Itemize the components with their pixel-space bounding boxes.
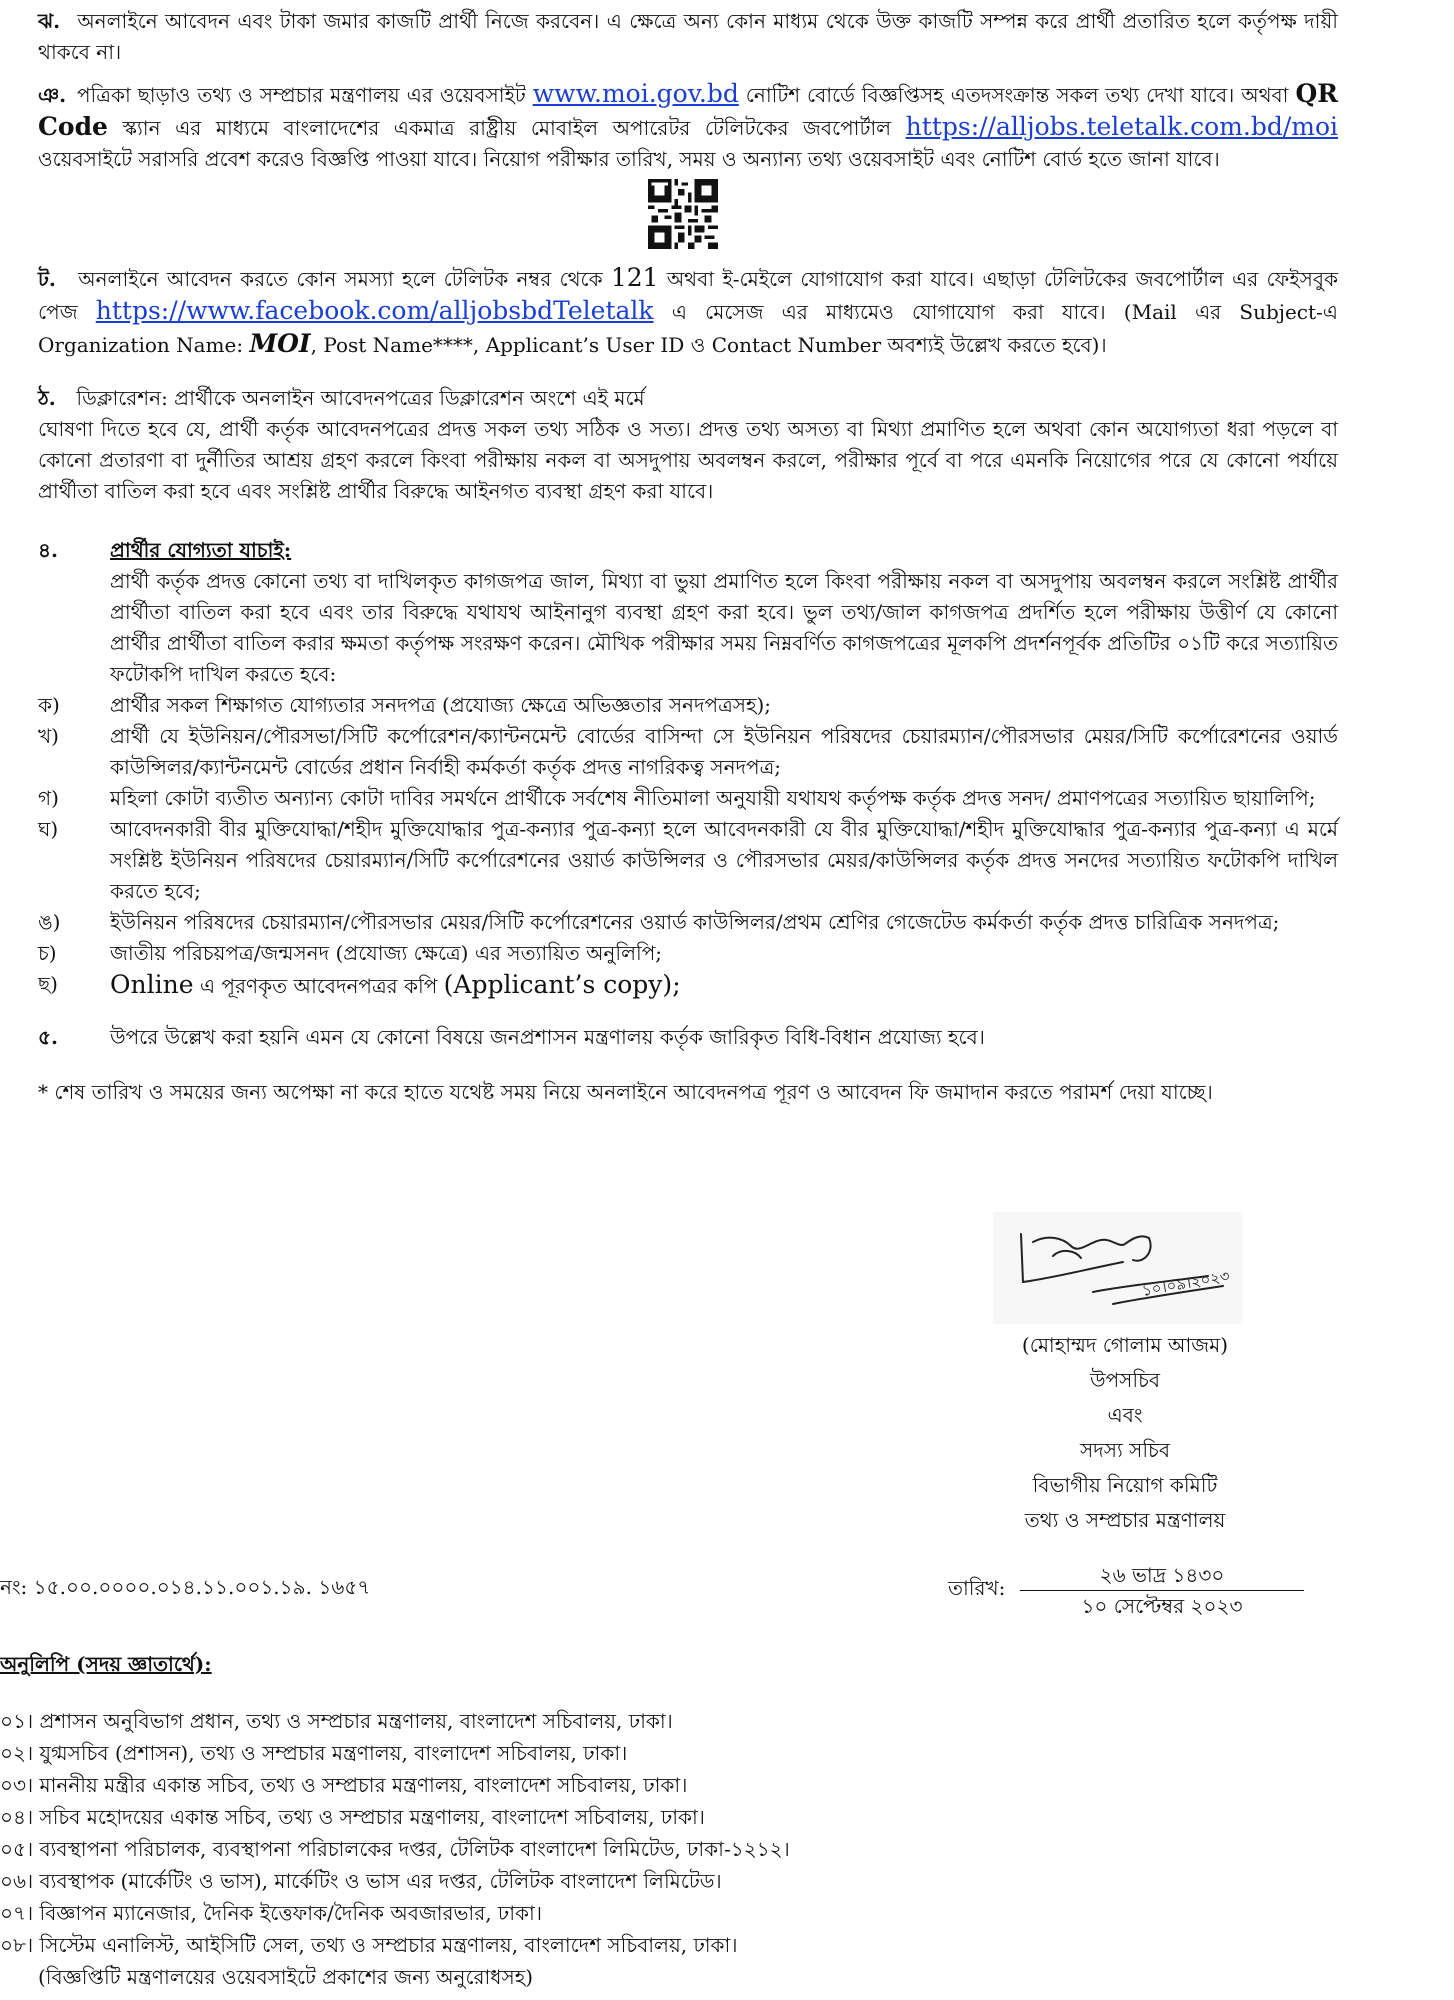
clause-tha [38, 383, 1338, 507]
signatory-ministry: তথ্য ও সম্প্রচার মন্ত্রণালয় [1024, 1508, 1226, 1532]
document-list [38, 690, 1338, 1002]
copy-recipients-heading: অনুলিপি (সদয় জ্ঞাতার্থে): [0, 1652, 212, 1676]
signatory-and: এবং [1107, 1403, 1143, 1427]
list-marker: ক) [38, 693, 60, 717]
clause-label: ঞ. [38, 83, 67, 107]
clause-label: ঝ. [38, 9, 61, 33]
list-item: ০৬। ব্যবস্থাপক (মার্কেটিং ও ভাস), মার্কেটিং ও ভাস এর দপ্তর, টেলিটক বাংলাদেশ লিমিটেড। [0, 1869, 722, 1893]
list-item [38, 721, 1338, 783]
list-text: আবেদনকারী বীর মুক্তিযোদ্ধা/শহীদ মুক্তিযোদ্ধার পুত্র-কন্যার পুত্র-কন্যা হলে আবেদনকারী যে বীর মুক্তিযোদ্ধা/শহীদ মুক্তিযোদ্ধার পুত্র-কন্যার পুত্র-কন্যা এ মর্মে সংশ্লিষ্ট ইউনিয়ন পরিষদের চেয়ারম্যান/সিটি কর্পোরেশনের ওয়ার্ড কাউন্সিলর ও পৌরসভার মেয়র/কাউন্সিলর কর্তৃক প্রদত্ত সনদের সত্যায়িত ফটোকপি দাখিল করতে হবে; [110, 817, 1338, 903]
list-marker: ঙ) [38, 910, 61, 934]
clause-text: ডিক্লারেশন: প্রার্থীকে অনলাইন আবেদনপত্রের ডিক্লারেশন অংশে এই মর্মে [76, 386, 645, 410]
signature-image [993, 1212, 1243, 1324]
clause-nya [38, 78, 1338, 175]
list-text: এ পূরণকৃত আবেদনপত্রর কপি [199, 974, 438, 998]
helpline-number: 121 [610, 263, 659, 292]
list-item [38, 814, 1338, 907]
list-text: ইউনিয়ন পরিষদের চেয়ারম্যান/পৌরসভার মেয়র/সিটি কর্পোরেশনের ওয়ার্ড কাউন্সিলর/প্রথম শ্রেণির গেজেটেড কর্মকর্তা কর্তৃক প্রদত্ত চারিত্রিক সনদপত্র; [110, 910, 1280, 934]
list-item: ০২। যুগ্মসচিব (প্রশাসন), তথ্য ও সম্প্রচার মন্ত্রণালয়, বাংলাদেশ সচিবালয়, ঢাকা। [0, 1741, 628, 1765]
facebook-page-link[interactable]: https://www.facebook.com/alljobsbdTeletalk [95, 296, 654, 325]
clause-text: অনলাইনে আবেদন করতে কোন সমস্যা হলে টেলিটক নম্বর থেকে [78, 267, 603, 291]
list-text: মহিলা কোটা ব্যতীত অন্যান্য কোটা দাবির সমর্থনে প্রার্থীকে সর্বশেষ নীতিমালা অনুযায়ী যথাযথ কর্তৃপক্ষ কর্তৃক প্রদত্ত সনদ/ প্রমাণপত্রের সত্যায়িত ছায়ালিপি; [110, 786, 1316, 810]
clause-text: ওয়েবসাইটে সরাসরি প্রবেশ করেও বিজ্ঞপ্তি পাওয়া যাবে। নিয়োগ পরীক্ষার তারিখ, সময় ও অন্যান্য তথ্য ওয়েবসাইট এবং নোটিশ বোর্ড হতে জানা যাবে। [38, 147, 1220, 171]
clause-text: অথবা ই-মেইলে যোগাযোগ করা যাবে। এছাড়া টেলিটকের জবপোর্টাল এর ফেইসবুক পেজ [38, 267, 1339, 324]
list-text: জাতীয় পরিচয়পত্র/জন্মসনদ (প্রযোজ্য ক্ষেত্রে) এর সত্যায়িত অনুলিপি; [110, 941, 663, 965]
list-marker: গ) [38, 786, 59, 810]
section-heading: প্রার্থীর যোগ্যতা যাচাই: [110, 538, 292, 562]
list-text: প্রার্থীর সকল শিক্ষাগত যোগ্যতার সনদপত্র (প্রযোজ্য ক্ষেত্রে অভিজ্ঞতার সনদপত্রসহ); [110, 693, 772, 717]
list-item [38, 969, 1338, 1002]
list-item [38, 938, 1338, 969]
clause-text: স্ক্যান এর মাধ্যমে বাংলাদেশের একমাত্র রাষ্ট্রীয় মোবাইল অপারেটর টেলিটকের জবপোর্টাল [122, 116, 892, 140]
signatory-role: সদস্য সচিব [1080, 1438, 1170, 1462]
clause-label: ট. [38, 267, 56, 291]
section-5 [38, 1022, 1338, 1053]
memo-number: নং: ১৫.০০.০০০০.০১৪.১১.০০১.১৯. ১৬৫৭ [0, 1575, 371, 1599]
clause-jha [38, 6, 1338, 68]
list-text: (Applicant’s copy); [443, 970, 681, 999]
clause-text: ঘোষণা দিতে হবে যে, প্রার্থী কর্তৃক আবেদনপত্রের প্রদত্ত সকল তথ্য সঠিক ও সত্য। প্রদত্ত তথ্য অসত্য বা মিথ্যা প্রমাণিত হলে অথবা কোন অযোগ্যতা ধরা পড়লে বা কোনো প্রতারণা বা দুর্নীতির আশ্রয় গ্রহণ করলে কিংবা পরীক্ষায় নকল বা অসদুপায় অবলম্বন করলে, পরীক্ষার পূর্বে বা পরে এমনকি নিয়োগের পরে যে কোনো পর্যায়ে প্রার্থীতা বাতিল করা হবে এবং সংশ্লিষ্ট প্রার্থীর বিরুদ্ধে আইনগত ব্যবস্থা গ্রহণ করা যাবে। [38, 417, 1338, 503]
clause-ta [38, 262, 1338, 361]
clause-label: ঠ. [38, 386, 56, 410]
organization-name: MOI [249, 329, 311, 358]
list-item: ০৫। ব্যবস্থাপনা পরিচালক, ব্যবস্থাপনা পরিচালকের দপ্তর, টেলিটক বাংলাদেশ লিমিটেড, ঢাকা-১২১২। [0, 1837, 790, 1861]
list-item: ০৭। বিজ্ঞাপন ম্যানেজার, দৈনিক ইত্তেফাক/দৈনিক অবজারভার, ঢাকা। [0, 1901, 542, 1925]
list-item: ০৪। সচিব মহোদয়ের একান্ত সচিব, তথ্য ও সম্প্রচার মন্ত্রণালয়, বাংলাদেশ সচিবালয়, ঢাকা। [0, 1805, 705, 1829]
copy-recipients-list [0, 1705, 790, 1993]
qr-code-label: QR Code [38, 79, 1339, 141]
signatory-name: (মোহাম্মদ গোলাম আজম) [1021, 1333, 1229, 1357]
list-item: ০৮। সিস্টেম এনালিস্ট, আইসিটি সেল, তথ্য ও সম্প্রচার মন্ত্রণালয়, বাংলাদেশ সচিবালয়, ঢাকা। [0, 1933, 738, 1957]
list-marker: খ) [38, 724, 59, 748]
section-number: ৫. [38, 1025, 58, 1049]
list-item-note: (বিজ্ঞপ্তিটি মন্ত্রণালয়ের ওয়েবসাইটে প্রকাশের জন্য অনুরোধসহ) [38, 1965, 534, 1989]
list-item [38, 690, 1338, 721]
date-bangla: ২৬ ভাদ্র ১৪৩০ [1099, 1563, 1225, 1587]
signature-block [950, 1328, 1300, 1538]
list-text: Online [110, 970, 194, 999]
issue-date [948, 1560, 1304, 1621]
clause-text: , Post Name****, Applicant’s User ID ও Contact Number অবশ্যই উল্লেখ করতে হবে)। [310, 333, 1107, 357]
section-text: উপরে উল্লেখ করা হয়নি এমন যে কোনো বিষয়ে জনপ্রশাসন মন্ত্রণালয় কর্তৃক জারিকৃত বিধি-বিধান প্রযোজ্য হবে। [110, 1025, 985, 1049]
list-item [38, 783, 1338, 814]
list-item: ০৩। মাননীয় মন্ত্রীর একান্ত সচিব, তথ্য ও সম্প্রচার মন্ত্রণালয়, বাংলাদেশ সচিবালয়, ঢাকা। [0, 1773, 688, 1797]
date-label: তারিখ: [948, 1576, 1006, 1600]
list-item [38, 907, 1338, 938]
list-marker: ছ) [38, 972, 58, 996]
section-4 [38, 535, 1338, 690]
clause-text: এ মেসেজ এর মাধ্যমেও যোগাযোগ করা যাবে। (Mail এর Subject-এ Organization Name: [38, 300, 1338, 357]
list-marker: ঘ) [38, 817, 59, 841]
clause-text: অনলাইনে আবেদন এবং টাকা জমার কাজটি প্রার্থী নিজে করবেন। এ ক্ষেত্রে অন্য কোন মাধ্যম থেকে উক্ত কাজটি সম্পন্ন করে প্রার্থী প্রতারিত হলে কর্তৃপক্ষ দায়ী থাকবে না। [38, 9, 1338, 64]
moi-website-link[interactable]: www.moi.gov.bd [532, 79, 739, 108]
teletalk-jobportal-link[interactable]: https://alljobs.teletalk.com.bd/moi [905, 112, 1339, 141]
date-english: ১০ সেপ্টেম্বর ২০২৩ [1020, 1590, 1304, 1621]
advice-note: * শেষ তারিখ ও সময়ের জন্য অপেক্ষা না করে হাতে যথেষ্ট সময় নিয়ে অনলাইনে আবেদনপত্র পূরণ ও আবেদন ফি জমাদান করতে পরামর্শ দেয়া যাচ্ছে। [38, 1080, 1213, 1104]
signatory-title: উপসচিব [1089, 1368, 1160, 1392]
section-number: ৪. [38, 538, 58, 562]
notice-document [38, 6, 1338, 1108]
qr-code-icon[interactable] [648, 179, 718, 249]
clause-text: পত্রিকা ছাড়াও তথ্য ও সম্প্রচার মন্ত্রণালয় এর ওয়েবসাইট [76, 83, 526, 107]
list-item: ০১। প্রশাসন অনুবিভাগ প্রধান, তথ্য ও সম্প্রচার মন্ত্রণালয়, বাংলাদেশ সচিবালয়, ঢাকা। [0, 1709, 673, 1733]
list-marker: চ) [38, 941, 57, 965]
clause-text: নোটিশ বোর্ডে বিজ্ঞপ্তিসহ এতদসংক্রান্ত সকল তথ্য দেখা যাবে। অথবা [745, 83, 1289, 107]
list-text: প্রার্থী যে ইউনিয়ন/পৌরসভা/সিটি কর্পোরেশন/ক্যান্টনমেন্ট বোর্ডের বাসিন্দা সে ইউনিয়ন পরিষদের চেয়ারম্যান/পৌরসভার মেয়র/সিটি কর্পোরেশনের ওয়ার্ড কাউন্সিলর/ক্যান্টনমেন্ট বোর্ডের প্রধান নির্বাহী কর্মকর্তা কর্তৃক প্রদত্ত নাগরিকত্ব সনদপত্র; [110, 724, 1338, 779]
section-text: প্রার্থী কর্তৃক প্রদত্ত কোনো তথ্য বা দাখিলকৃত কাগজপত্র জাল, মিথ্যা বা ভুয়া প্রমাণিত হলে কিংবা পরীক্ষায় নকল বা অসদুপায় অবলম্বন করলে সংশ্লিষ্ট প্রার্থীর প্রার্থীতা বাতিল করা হবে এবং তার বিরুদ্ধে যথাযথ আইনানুগ ব্যবস্থা গ্রহণ করা হবে। ভুল তথ্য/জাল কাগজপত্র প্রদর্শিত হলে পরীক্ষায় উত্তীর্ণ যে কোনো প্রার্থীর প্রার্থীতা বাতিল করার ক্ষমতা কর্তৃপক্ষ সংরক্ষণ করেন। মৌখিক পরীক্ষার সময় নিম্নবর্ণিত কাগজপত্রের মূলকপি প্রদর্শনপূর্বক প্রতিটির ০১টি করে সত্যায়িত ফটোকপি দাখিল করতে হবে: [110, 569, 1338, 686]
signatory-committee: বিভাগীয় নিয়োগ কমিটি [1032, 1473, 1218, 1497]
signature-date: ১০।০৯।২০২৩ [1140, 1266, 1232, 1300]
